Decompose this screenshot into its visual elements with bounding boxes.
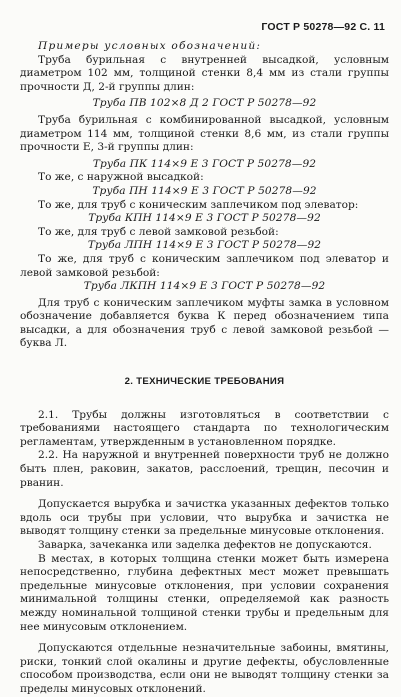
clause-2-2-depth: В местах, в которых толщина стенки может быть измерена непосредственно, глубина дефектных мест может превышать предельные минусовые отклонения, при условии сохранения минимальной толщины стенки, определяемой как разность между номинальной толщиной стенки трубы и предельным для нее минусовым отклонением. xyxy=(20,552,389,633)
page-header: ГОСТ Р 50278—92 С. 11 xyxy=(261,21,385,33)
paragraph-example-6-desc: То же, для труб с коническим заплечиком под элеватор и левой замковой резьбой: xyxy=(20,252,389,279)
examples-heading: Примеры условных обозначений: xyxy=(38,40,262,52)
designation-example-4: Труба КПН 114×9 Е 3 ГОСТ Р 50278—92 xyxy=(88,212,321,225)
paragraph-example-3-desc: То же, с наружной высадкой: xyxy=(38,171,204,184)
clause-2-1: 2.1. Трубы должны изготовляться в соответствии с требованиями настоящего стандарта по технологическим регламентам, утвержденным в установленном порядке. xyxy=(20,408,389,448)
clause-2-2-removal: Допускается вырубка и зачистка указанных дефектов только вдоль оси трубы при условии, что вырубка и зачистка не выводят толщину стенки за предельные минусовые отклонения. xyxy=(20,498,389,538)
clause-2-2-minor-defects: Допускаются отдельные незначительные забоины, вмятины, риски, тонкий слой окалины и другие дефекты, обусловленные способом производства, если они не выводят толщину стенки за пределы минусовых отклонений. xyxy=(20,642,389,695)
designation-example-3: Труба ПН 114×9 Е 3 ГОСТ Р 50278—92 xyxy=(92,184,317,197)
paragraph-example-2-desc: Труба бурильная с комбинированной высадкой, условным диаметром 114 мм, толщиной стенки 8,6 мм, из стали группы прочности Е, 3-й группы длин: xyxy=(20,113,389,154)
clause-2-2: 2.2. На наружной и внутренней поверхности труб не должно быть плен, раковин, закатов, расслоений, трещин, песочин и рванин. xyxy=(20,449,389,489)
paragraph-designation-rule: Для труб с коническим заплечиком муфты замка в условном обозначение добавляется буква К перед обозначением типа высадки, а для обозначения труб с левой замковой резьбой — буква Л. xyxy=(20,296,389,350)
designation-example-1: Труба ПВ 102×8 Д 2 ГОСТ Р 50278—92 xyxy=(92,97,317,110)
section-title: 2. ТЕХНИЧЕСКИЕ ТРЕБОВАНИЯ xyxy=(124,376,285,388)
paragraph-example-4-desc: То же, для труб с коническим заплечиком под элеватор: xyxy=(38,198,359,211)
designation-example-5: Труба ЛПН 114×9 Е 3 ГОСТ Р 50278—92 xyxy=(87,239,322,252)
document-body xyxy=(20,40,389,697)
designation-example-6: Труба ЛКПН 114×9 Е 3 ГОСТ Р 50278—92 xyxy=(83,280,326,293)
paragraph-example-5-desc: То же, для труб с левой замковой резьбой: xyxy=(38,225,279,238)
designation-example-2: Труба ПК 114×9 Е 3 ГОСТ Р 50278—92 xyxy=(92,157,317,170)
clause-2-2-welding: Заварка, зачеканка или заделка дефектов не допускаются. xyxy=(38,539,372,551)
paragraph-example-1-desc: Труба бурильная с внутренней высадкой, условным диаметром 102 мм, толщиной стенки 8,4 мм из стали группы прочности Д, 2-й группы длин: xyxy=(20,53,389,93)
